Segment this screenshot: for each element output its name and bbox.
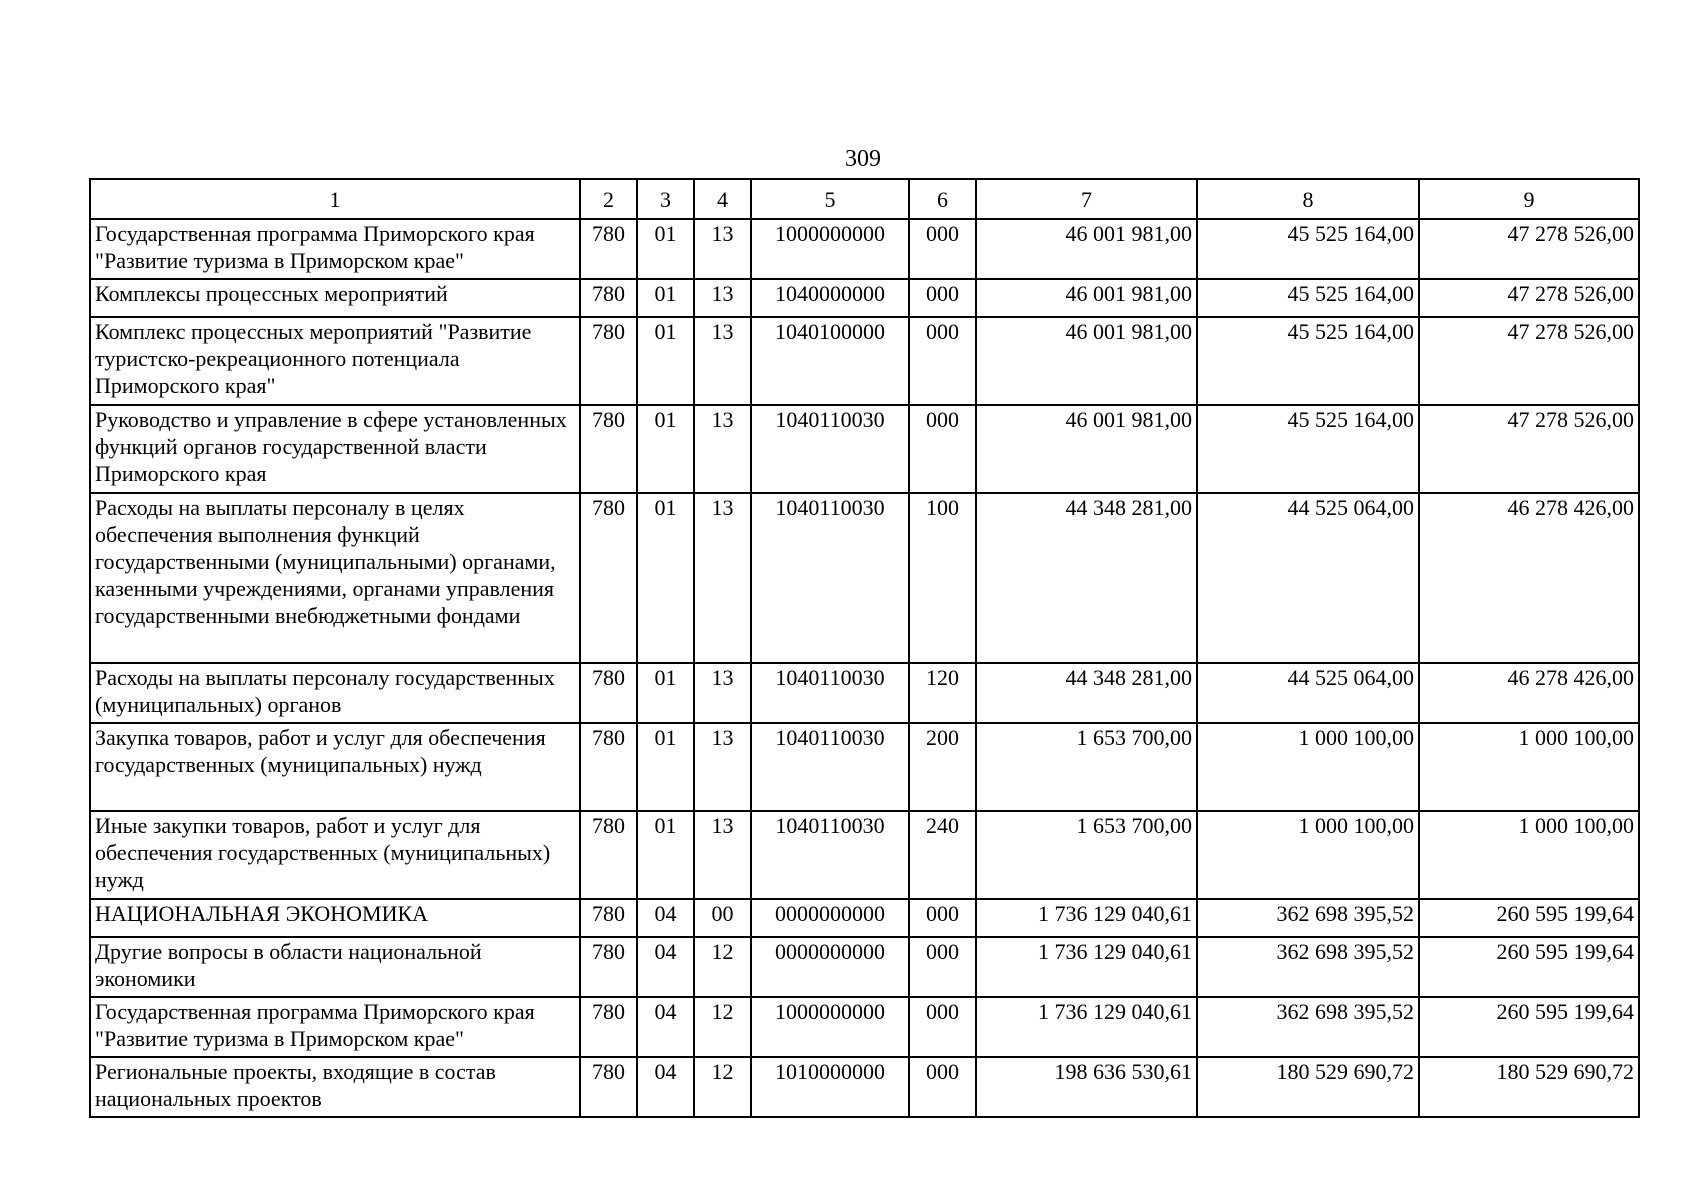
amount-col8: 44 525 064,00 xyxy=(1197,663,1419,723)
table-header-row xyxy=(90,179,1639,219)
column-header: 5 xyxy=(751,179,909,219)
column-header: 1 xyxy=(90,179,580,219)
ministry-code: 780 xyxy=(580,493,637,663)
amount-col7: 198 636 530,61 xyxy=(976,1057,1197,1117)
amount-col9: 46 278 426,00 xyxy=(1419,663,1639,723)
amount-col7: 1 653 700,00 xyxy=(976,811,1197,899)
target-article-code: 1010000000 xyxy=(751,1057,909,1117)
target-article-code: 1040110030 xyxy=(751,493,909,663)
ministry-code: 780 xyxy=(580,219,637,279)
amount-col7: 46 001 981,00 xyxy=(976,279,1197,317)
expense-name: Руководство и управление в сфере установленных функций органов государственной власти Приморского края xyxy=(90,405,580,493)
expense-name: Государственная программа Приморского края "Развитие туризма в Приморском крае" xyxy=(90,997,580,1057)
expense-name: Другие вопросы в области национальной экономики xyxy=(90,937,580,997)
expense-type-code: 000 xyxy=(909,317,976,405)
table-row xyxy=(90,317,1639,405)
target-article-code: 1040000000 xyxy=(751,279,909,317)
target-article-code: 0000000000 xyxy=(751,899,909,937)
ministry-code: 780 xyxy=(580,723,637,811)
expense-type-code: 000 xyxy=(909,405,976,493)
amount-col8: 362 698 395,52 xyxy=(1197,937,1419,997)
target-article-code: 1000000000 xyxy=(751,219,909,279)
expense-type-code: 100 xyxy=(909,493,976,663)
expense-type-code: 240 xyxy=(909,811,976,899)
amount-col8: 44 525 064,00 xyxy=(1197,493,1419,663)
amount-col9: 46 278 426,00 xyxy=(1419,493,1639,663)
amount-col9: 47 278 526,00 xyxy=(1419,405,1639,493)
subsection-code: 12 xyxy=(694,997,751,1057)
subsection-code: 13 xyxy=(694,219,751,279)
section-code: 01 xyxy=(637,493,694,663)
column-header: 6 xyxy=(909,179,976,219)
subsection-code: 13 xyxy=(694,279,751,317)
ministry-code: 780 xyxy=(580,937,637,997)
section-code: 01 xyxy=(637,279,694,317)
expense-name: НАЦИОНАЛЬНАЯ ЭКОНОМИКА xyxy=(90,899,580,937)
column-header: 2 xyxy=(580,179,637,219)
table-row xyxy=(90,493,1639,663)
section-code: 04 xyxy=(637,899,694,937)
expense-name: Расходы на выплаты персоналу в целях обеспечения выполнения функций государственными (муниципальными) органами, казенными учреждениями, органами управления государственными внебюджетными фондами xyxy=(90,493,580,663)
table-row xyxy=(90,811,1639,899)
subsection-code: 13 xyxy=(694,811,751,899)
expense-type-code: 000 xyxy=(909,937,976,997)
amount-col8: 1 000 100,00 xyxy=(1197,723,1419,811)
ministry-code: 780 xyxy=(580,405,637,493)
expense-name: Иные закупки товаров, работ и услуг для обеспечения государственных (муниципальных) нужд xyxy=(90,811,580,899)
amount-col8: 45 525 164,00 xyxy=(1197,219,1419,279)
amount-col7: 46 001 981,00 xyxy=(976,405,1197,493)
ministry-code: 780 xyxy=(580,811,637,899)
amount-col7: 1 736 129 040,61 xyxy=(976,937,1197,997)
table-row xyxy=(90,663,1639,723)
amount-col7: 1 736 129 040,61 xyxy=(976,997,1197,1057)
column-header: 8 xyxy=(1197,179,1419,219)
ministry-code: 780 xyxy=(580,279,637,317)
amount-col7: 46 001 981,00 xyxy=(976,317,1197,405)
target-article-code: 1040110030 xyxy=(751,663,909,723)
expense-type-code: 120 xyxy=(909,663,976,723)
amount-col8: 1 000 100,00 xyxy=(1197,811,1419,899)
section-code: 04 xyxy=(637,997,694,1057)
amount-col7: 44 348 281,00 xyxy=(976,493,1197,663)
subsection-code: 13 xyxy=(694,405,751,493)
expense-type-code: 000 xyxy=(909,219,976,279)
amount-col8: 362 698 395,52 xyxy=(1197,899,1419,937)
table-row xyxy=(90,997,1639,1057)
amount-col9: 260 595 199,64 xyxy=(1419,997,1639,1057)
subsection-code: 12 xyxy=(694,937,751,997)
table-row xyxy=(90,723,1639,811)
table-row xyxy=(90,219,1639,279)
section-code: 04 xyxy=(637,937,694,997)
amount-col8: 45 525 164,00 xyxy=(1197,405,1419,493)
target-article-code: 0000000000 xyxy=(751,937,909,997)
amount-col9: 1 000 100,00 xyxy=(1419,811,1639,899)
section-code: 01 xyxy=(637,811,694,899)
subsection-code: 13 xyxy=(694,493,751,663)
column-header: 3 xyxy=(637,179,694,219)
ministry-code: 780 xyxy=(580,899,637,937)
target-article-code: 1040100000 xyxy=(751,317,909,405)
amount-col9: 260 595 199,64 xyxy=(1419,937,1639,997)
amount-col8: 45 525 164,00 xyxy=(1197,279,1419,317)
expense-type-code: 000 xyxy=(909,279,976,317)
section-code: 01 xyxy=(637,219,694,279)
table-row xyxy=(90,279,1639,317)
amount-col9: 47 278 526,00 xyxy=(1419,219,1639,279)
table-row xyxy=(90,1057,1639,1117)
amount-col7: 44 348 281,00 xyxy=(976,663,1197,723)
expense-type-code: 000 xyxy=(909,997,976,1057)
table-row xyxy=(90,937,1639,997)
target-article-code: 1000000000 xyxy=(751,997,909,1057)
expense-name: Комплекс процессных мероприятий "Развитие туристско-рекреационного потенциала Приморского края" xyxy=(90,317,580,405)
expense-type-code: 200 xyxy=(909,723,976,811)
column-header: 4 xyxy=(694,179,751,219)
table-row xyxy=(90,405,1639,493)
expense-name: Расходы на выплаты персоналу государственных (муниципальных) органов xyxy=(90,663,580,723)
subsection-code: 12 xyxy=(694,1057,751,1117)
expense-type-code: 000 xyxy=(909,899,976,937)
expense-name: Закупка товаров, работ и услуг для обеспечения государственных (муниципальных) нужд xyxy=(90,723,580,811)
expense-name: Комплексы процессных мероприятий xyxy=(90,279,580,317)
ministry-code: 780 xyxy=(580,317,637,405)
amount-col8: 362 698 395,52 xyxy=(1197,997,1419,1057)
ministry-code: 780 xyxy=(580,663,637,723)
section-code: 01 xyxy=(637,317,694,405)
target-article-code: 1040110030 xyxy=(751,811,909,899)
amount-col9: 47 278 526,00 xyxy=(1419,317,1639,405)
section-code: 01 xyxy=(637,723,694,811)
ministry-code: 780 xyxy=(580,1057,637,1117)
column-header: 9 xyxy=(1419,179,1639,219)
ministry-code: 780 xyxy=(580,997,637,1057)
subsection-code: 13 xyxy=(694,663,751,723)
amount-col9: 47 278 526,00 xyxy=(1419,279,1639,317)
table-row xyxy=(90,899,1639,937)
subsection-code: 13 xyxy=(694,723,751,811)
amount-col9: 180 529 690,72 xyxy=(1419,1057,1639,1117)
amount-col8: 45 525 164,00 xyxy=(1197,317,1419,405)
expense-name: Государственная программа Приморского края "Развитие туризма в Приморском крае" xyxy=(90,219,580,279)
subsection-code: 13 xyxy=(694,317,751,405)
page-number: 309 xyxy=(845,146,881,172)
section-code: 01 xyxy=(637,663,694,723)
section-code: 04 xyxy=(637,1057,694,1117)
target-article-code: 1040110030 xyxy=(751,405,909,493)
budget-table xyxy=(89,178,1640,1118)
subsection-code: 00 xyxy=(694,899,751,937)
amount-col7: 46 001 981,00 xyxy=(976,219,1197,279)
amount-col9: 260 595 199,64 xyxy=(1419,899,1639,937)
target-article-code: 1040110030 xyxy=(751,723,909,811)
amount-col7: 1 653 700,00 xyxy=(976,723,1197,811)
expense-name: Региональные проекты, входящие в состав национальных проектов xyxy=(90,1057,580,1117)
amount-col8: 180 529 690,72 xyxy=(1197,1057,1419,1117)
amount-col9: 1 000 100,00 xyxy=(1419,723,1639,811)
section-code: 01 xyxy=(637,405,694,493)
column-header: 7 xyxy=(976,179,1197,219)
amount-col7: 1 736 129 040,61 xyxy=(976,899,1197,937)
expense-type-code: 000 xyxy=(909,1057,976,1117)
